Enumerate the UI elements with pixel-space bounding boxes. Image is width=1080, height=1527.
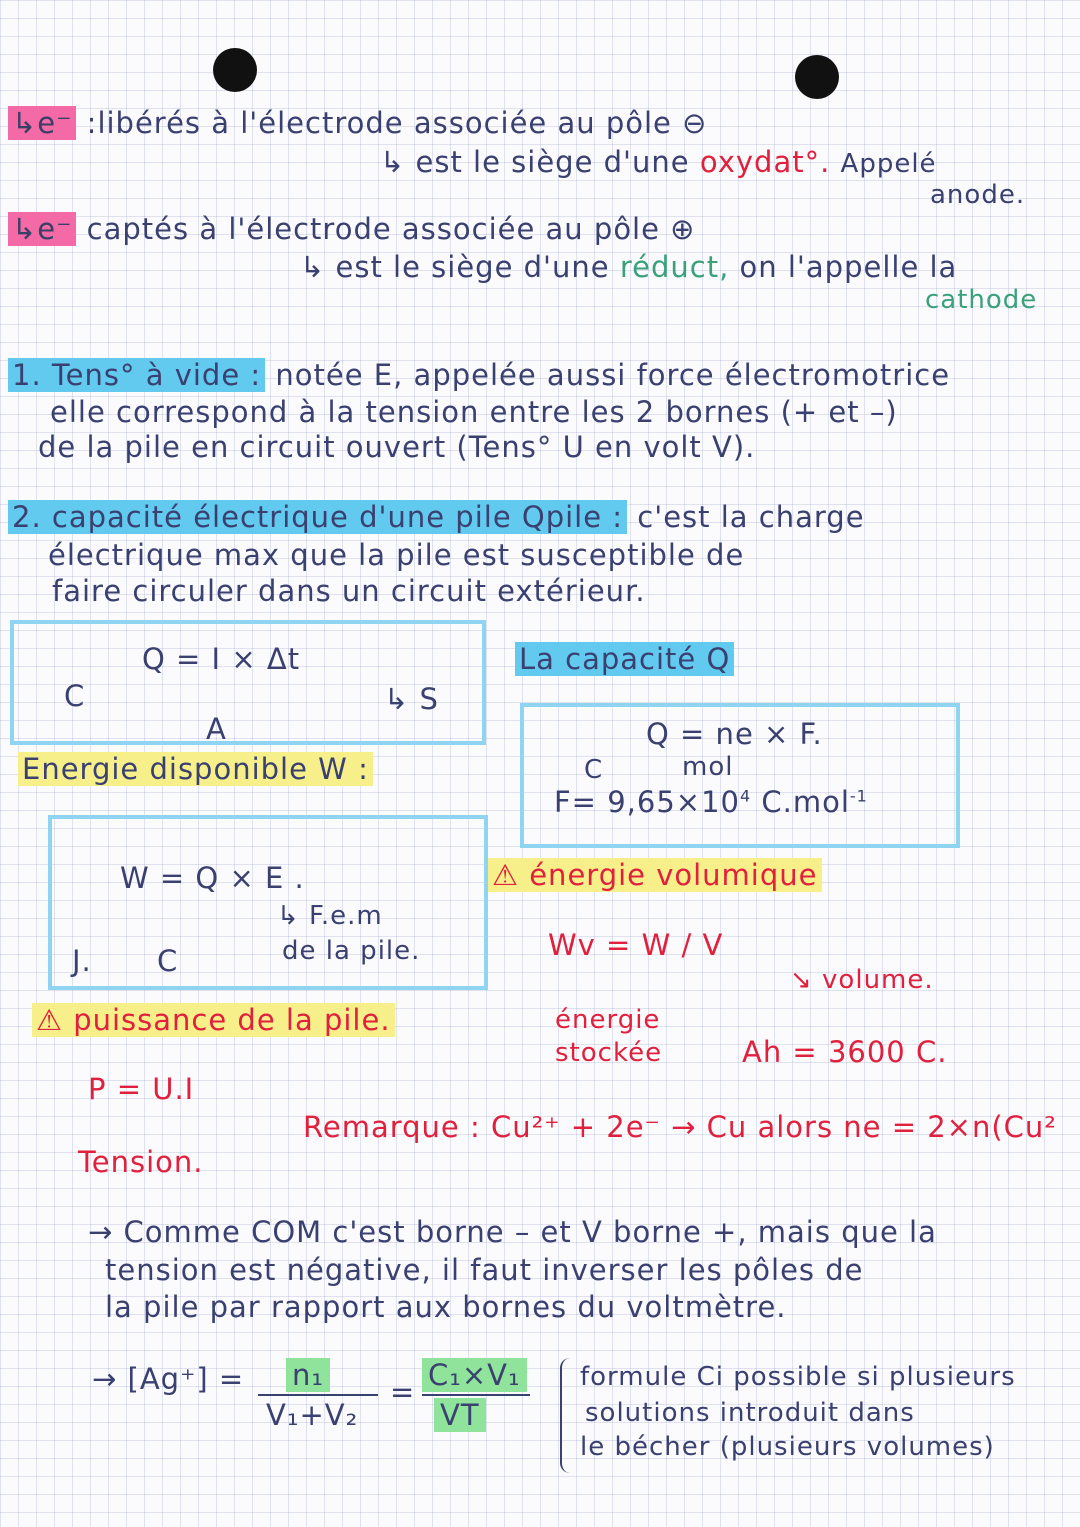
remark-tail: alors ne = 2×n(Cu² [757,1110,1057,1144]
section-1-line-3: de la pile en circuit ouvert (Tens° U en volt V). [38,430,756,464]
voltmeter-comment-2: tension est négative, il faut inverser les pôles de [105,1253,864,1287]
power-title [32,1003,395,1037]
remark-label: Remarque : [303,1110,481,1144]
binder-hole-left [213,48,257,92]
note-line-1-text: :libérés à l'électrode associée au pôle ⊖ [86,106,708,140]
electron-arrow-marker: ↳e⁻ [8,106,76,140]
remark-reaction: Cu²⁺ + 2e⁻ → Cu [490,1110,748,1144]
electron-arrow-marker-2: ↳e⁻ [8,212,76,246]
section-1-title: 1. Tens° à vide : [8,358,265,392]
section-2-line-3: faire circuler dans un circuit extérieur. [52,574,646,608]
faraday-unit-exponent: -1 [849,786,868,806]
fraction-1-numerator: n₁ [286,1358,330,1392]
unit-coulomb: C [64,679,86,713]
capacity-formula: Q = ne × F. [646,717,823,751]
tension-label: Tension. [78,1145,204,1179]
volumetric-energy-title [488,858,822,892]
amp-hour-conversion: Ah = 3600 C. [742,1035,948,1069]
note-brace [560,1358,576,1473]
note-line-4 [300,250,957,284]
capacity-formula-box [520,703,960,848]
charge-formula: Q = I × Δt [142,642,301,676]
section-2-title: 2. capacité électrique d'une pile Qpile : [8,500,627,534]
remark-line [303,1110,1057,1144]
unit-ampere: A [206,712,227,746]
fraction-1 [258,1358,378,1438]
stored-energy-label-2: stockée [555,1038,663,1068]
section-2-line-2: électrique max que la pile est susceptible de [48,538,745,572]
fraction-2-line [422,1394,530,1396]
unit-second: ↳ S [384,682,439,716]
equals-sign: = [390,1375,416,1409]
note-line-2-text: ↳ est le siège d'une [380,145,690,179]
note-line-3 [8,212,695,246]
faraday-constant [554,785,868,819]
stored-energy-label-1: énergie [555,1005,661,1035]
volumetric-energy-title-text: ⚠ énergie volumique [488,858,822,892]
faraday-unit: C.mol [761,785,850,819]
volume-label: ↘ volume. [790,965,934,995]
fraction-1-line [258,1394,378,1396]
capacity-title [515,642,734,676]
oxydation-word: oxydat°. [699,145,831,179]
volumetric-energy-formula: Wv = W / V [548,928,724,962]
binder-hole-right [795,55,839,99]
unit-mol: mol [682,752,734,782]
note-line-2 [380,145,937,179]
power-formula: P = U.I [88,1072,195,1106]
section-1-line-1 [8,358,950,392]
note-line-4-tail: on l'appelle la [739,250,958,284]
fraction-1-denominator: V₁+V₂ [266,1398,359,1432]
note-line-3-text: captés à l'électrode associée au pôle ⊕ [86,212,696,246]
silver-concentration-lhs: → [Ag⁺] = [92,1362,245,1396]
concentration-note-1: formule Ci possible si plusieurs [580,1362,1016,1392]
fem-label-2: de la pile. [282,936,421,966]
anode-word: anode. [930,180,1026,210]
concentration-note-3: le bécher (plusieurs volumes) [580,1432,995,1462]
faraday-value: F= 9,65×10 [554,785,740,819]
energy-title-text: Energie disponible W : [18,752,373,786]
energy-title [18,752,373,786]
note-line-4-text: ↳ est le siège d'une [300,250,610,284]
note-line-2-tail: Appelé [840,149,937,179]
unit-coulomb-cap: C [584,755,604,785]
fraction-2 [422,1358,532,1438]
power-title-text: ⚠ puissance de la pile. [32,1003,395,1037]
note-line-1 [8,106,707,140]
section-1-line-2: elle correspond à la tension entre les 2 bornes (+ et –) [50,395,898,429]
fem-label: ↳ F.e.m [277,901,383,931]
capacity-title-text: La capacité Q [515,642,734,676]
reduction-word: réduct, [619,250,730,284]
faraday-exponent: 4 [739,786,752,806]
voltmeter-comment-3: la pile par rapport aux bornes du voltmètre. [105,1290,787,1324]
voltmeter-comment-1: → Comme COM c'est borne – et V borne +, mais que la [88,1215,937,1249]
fraction-2-numerator: C₁×V₁ [422,1358,527,1392]
unit-coulomb-w: C [157,944,179,978]
charge-formula-box [10,620,486,745]
section-1-rest: notée E, appelée aussi force électromotrice [275,358,951,392]
energy-formula-box [48,815,488,990]
unit-joule: J. [72,944,92,978]
section-2-line-1 [8,500,865,534]
energy-formula: W = Q × E . [120,861,305,895]
cathode-word: cathode [925,285,1038,315]
fraction-2-denominator: VT [434,1398,486,1432]
concentration-note-2: solutions introduit dans [585,1398,915,1428]
section-2-rest: c'est la charge [637,500,865,534]
